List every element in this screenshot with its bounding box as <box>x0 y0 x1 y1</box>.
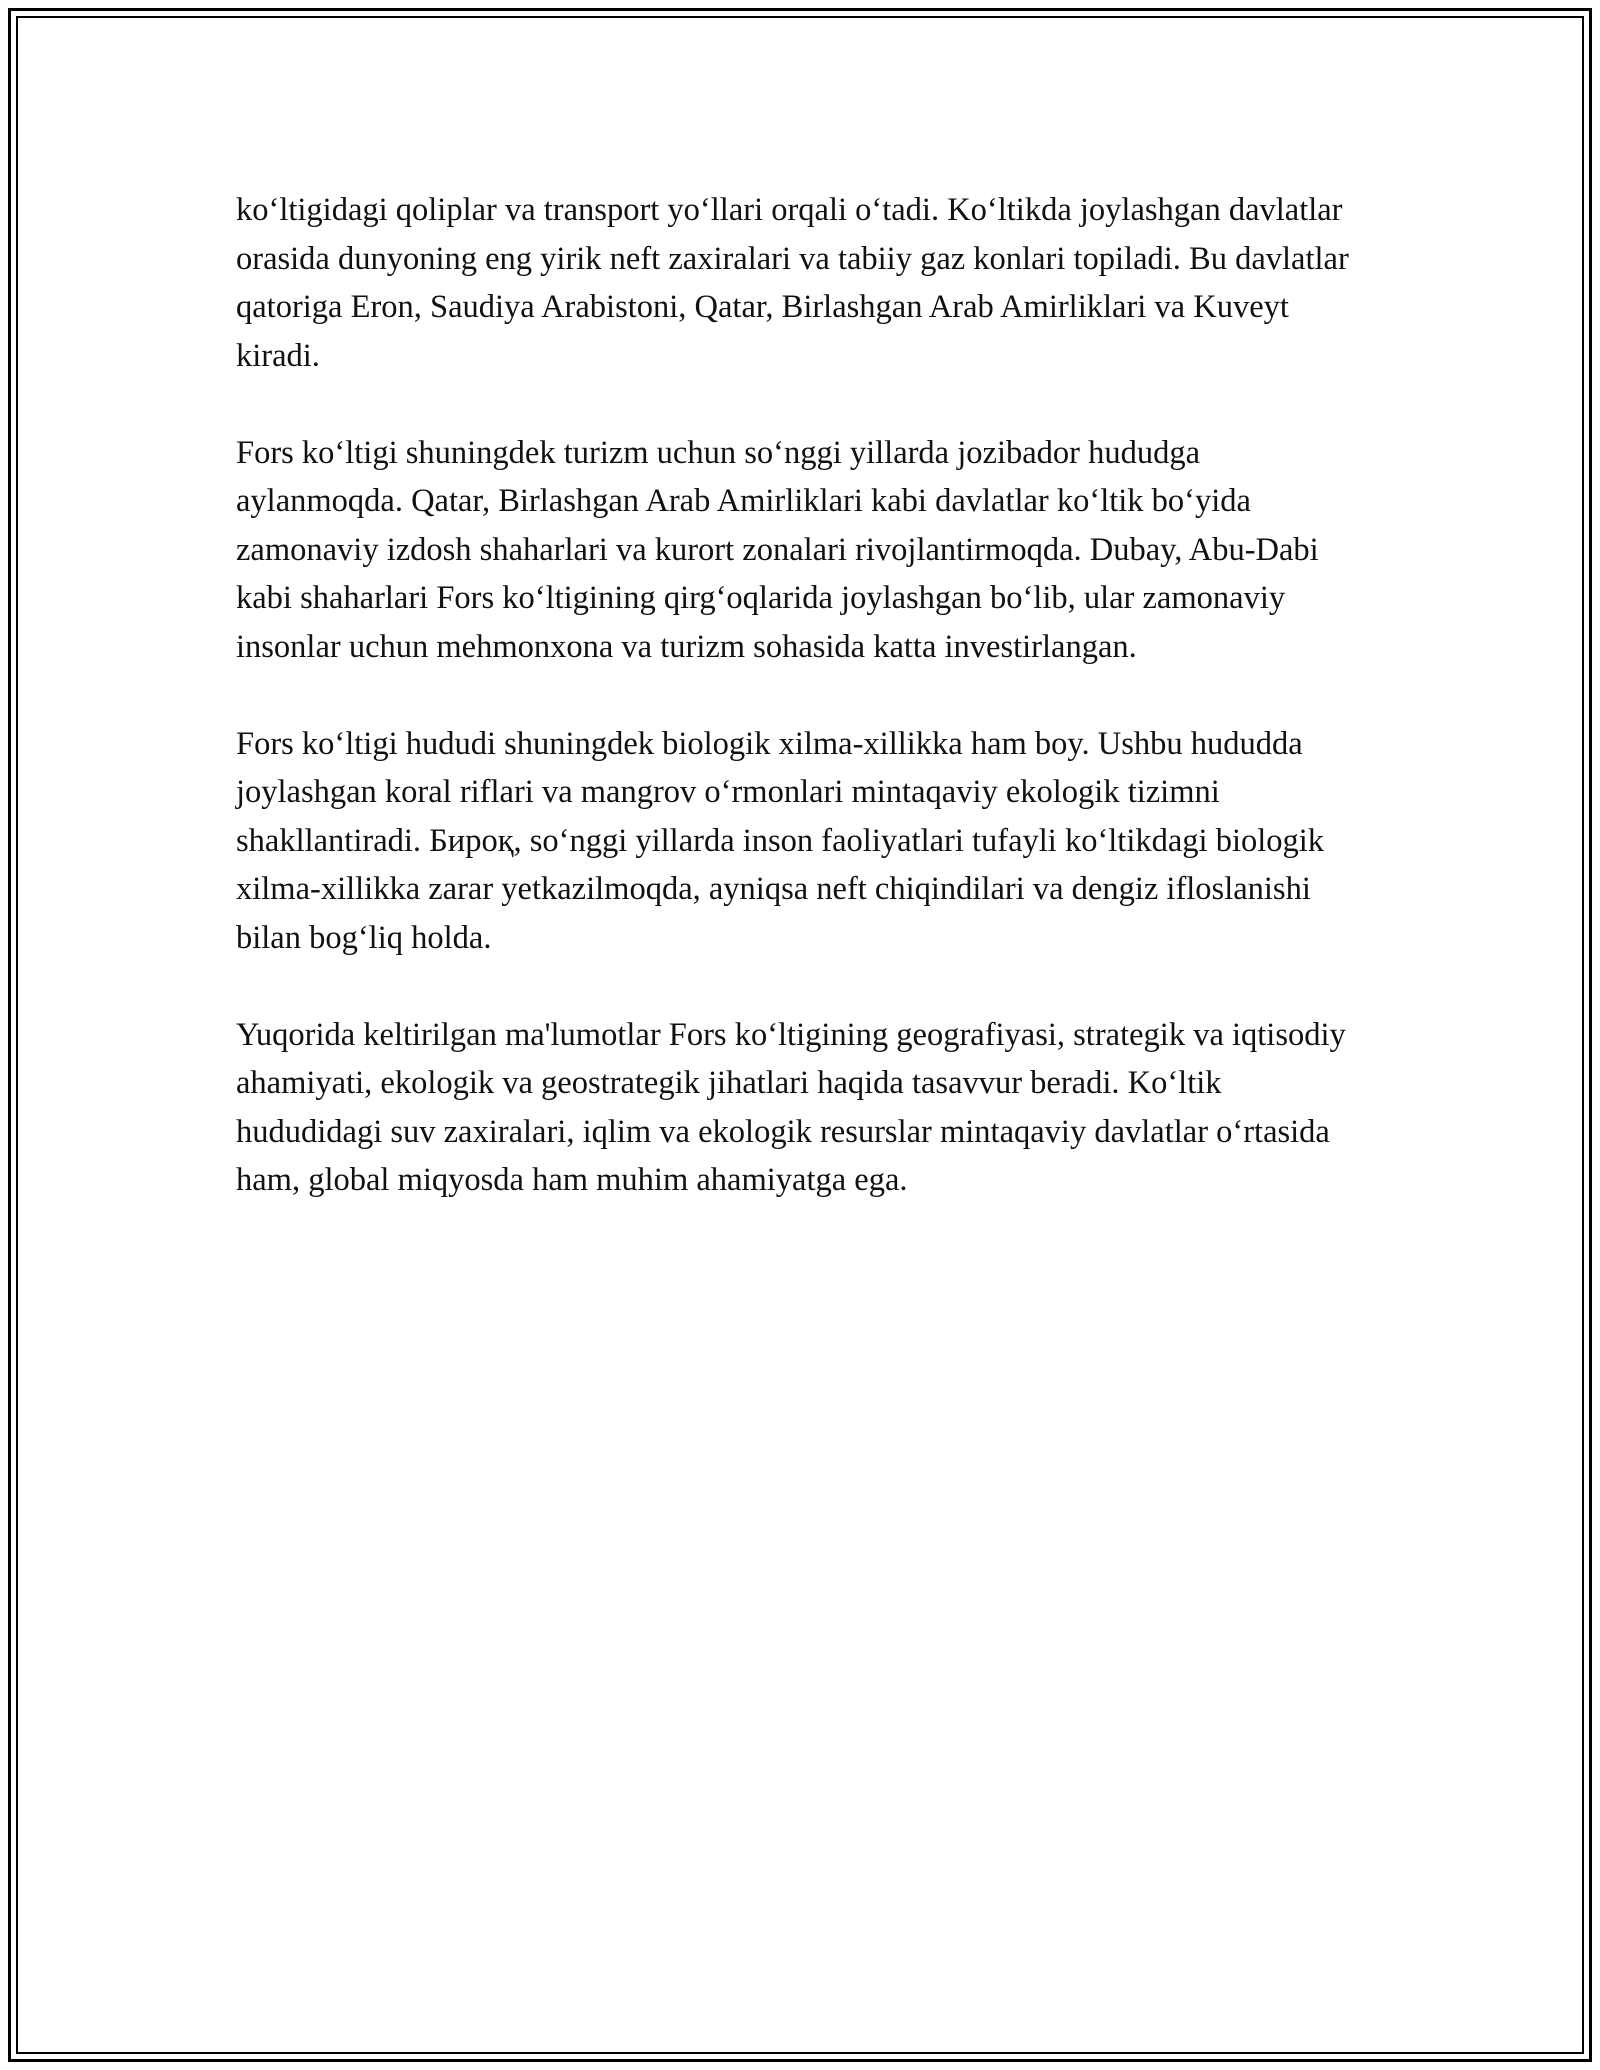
paragraph: ko‘ltigidagi qoliplar va transport yo‘llari orqali o‘tadi. Ko‘ltikda joylashgan davlatlar orasida dunyoning eng yirik neft zaxiralari va tabiiy gaz konlari topiladi. Bu davlatlar qatoriga Eron, Saudiya Arabistoni, Qatar, Birlashgan Arab Amirliklari va Kuveyt kiradi. <box>236 192 1349 374</box>
paragraph: Fors ko‘ltigi shuningdek turizm uchun so‘nggi yillarda jozibador hududga aylanmoqda. Qatar, Birlashgan Arab Amirliklari kabi davlatlar ko‘ltik bo‘yida zamonaviy izdosh shaharlari va kurort zonalari rivojlantirmoqda. Dubay, Abu-Dabi kabi shaharlari Fors ko‘ltigining qirg‘oqlarida joylashgan bo‘lib, ular zamonaviy insonlar uchun mehmonxona va turizm sohasida katta investirlangan. <box>236 434 1319 665</box>
paragraph: Yuqorida keltirilgan ma'lumotlar Fors ko‘ltigining geografiyasi, strategik va iqtisodiy ahamiyati, ekologik va geostrategik jihatlari haqida tasavvur beradi. Ko‘ltik hududidagi suv zaxiralari, iqlim va ekologik resurslar mintaqaviy davlatlar o‘rtasida ham, global miqyosda ham muhim ahamiyatga ega. <box>236 1016 1346 1198</box>
paragraph: Fors ko‘ltigi hududi shuningdek biologik xilma-xillikka ham boy. Ushbu hududda joylashgan koral riflari va mangrov o‘rmonlari mintaqaviy ekologik tizimni shakllantiradi. Бироқ, so‘nggi yillarda inson faoliyatlari tufayli ko‘ltikdagi biologik xilma-xillikka zarar yetkazilmoqda, ayniqsa neft chiqindilari va dengiz ifloslanishi bilan bog‘liq holda. <box>236 725 1325 956</box>
document-body <box>236 186 1371 1205</box>
